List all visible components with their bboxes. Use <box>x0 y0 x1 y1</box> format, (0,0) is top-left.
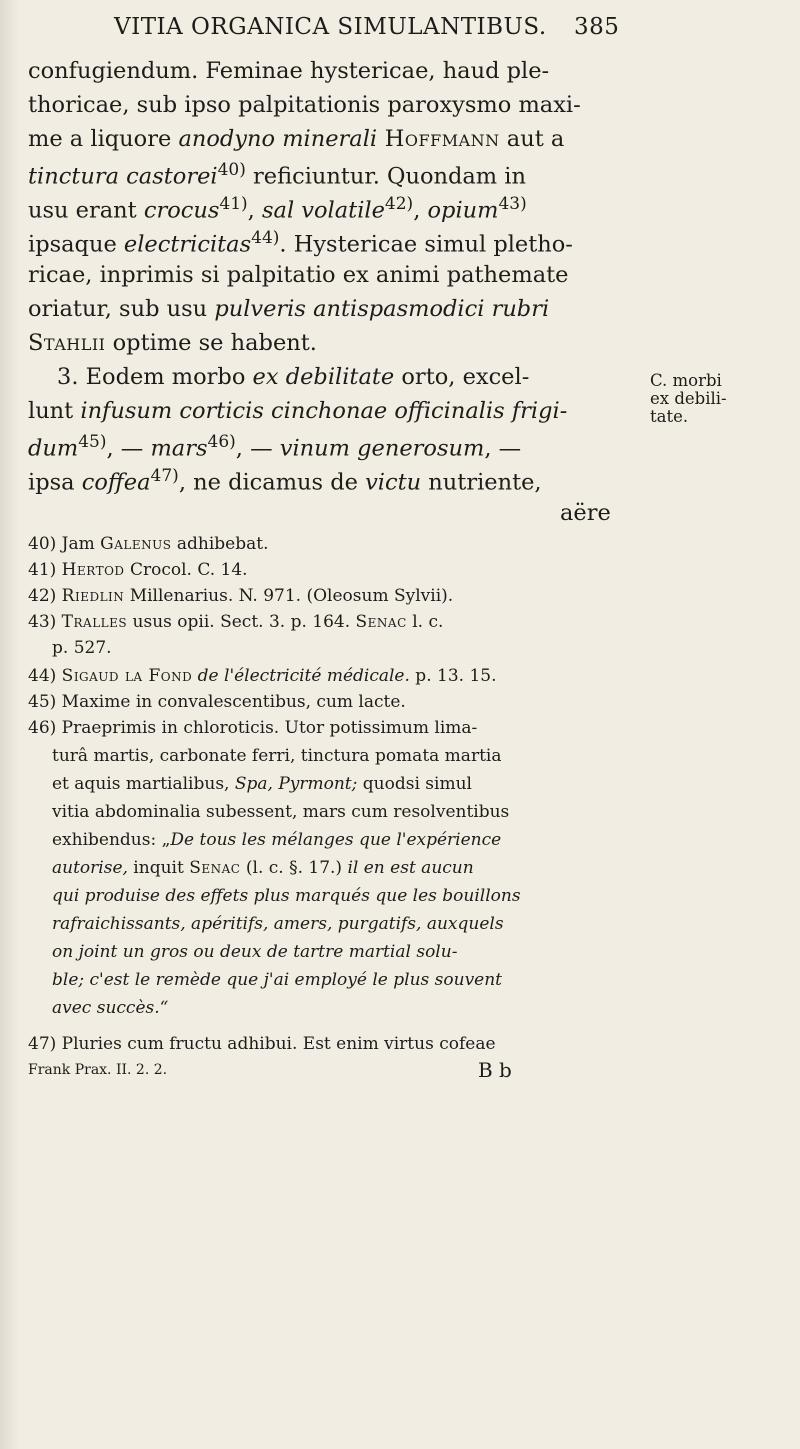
footnote-44: 44) Sigaud la Fond de l'électricité médicale. p. 13. 15. <box>28 666 497 686</box>
footnote-46-line-7: qui produise des effets plus marqués que les bouillons <box>52 886 521 906</box>
page-number: 385 <box>574 14 620 40</box>
footnote-46-line-9: on joint un gros ou deux de tartre martial solu- <box>52 942 458 962</box>
footnote-43-cont: p. 527. <box>52 638 112 658</box>
footnote-46-line-1: 46) Praeprimis in chloroticis. Utor potissimum lima- <box>28 718 478 738</box>
running-title: VITIA ORGANICA SIMULANTIBUS. <box>114 14 547 40</box>
footnote-41: 41) Hertod Crocol. C. 14. <box>28 560 248 580</box>
margin-note-line-3: tate. <box>650 407 689 426</box>
body-line-5: usu erant crocus$^{41)}$, sal volatile$^{42)}$, opium$^{43)}$ <box>28 194 527 224</box>
footnote-40: 40) Jam Galenus adhibebat. <box>28 534 269 554</box>
footnote-46-line-4: vitia abdominalia subessent, mars cum resolventibus <box>52 802 510 822</box>
signature-letters: B b <box>478 1058 512 1082</box>
body-line-9: Stahlii optime se habent. <box>28 330 317 356</box>
catchword: aëre <box>560 500 611 526</box>
footnote-46-line-11: avec succès.“ <box>52 998 169 1018</box>
body-line-2: thoricae, sub ipso palpitationis paroxysmo maxi- <box>28 92 581 118</box>
signature-mark: Frank Prax. II. 2. 2. <box>28 1062 168 1078</box>
margin-note-line-1: C. morbi <box>650 371 722 390</box>
margin-note-line-2: ex debili- <box>650 389 727 408</box>
body-line-6: ipsaque electricitas$^{44)}$. Hystericae simul pletho- <box>28 228 573 258</box>
footnote-46-line-5: exhibendus: „De tous les mélanges que l'expérience <box>52 830 502 850</box>
body-line-7: ricae, inprimis si palpitatio ex animi pathemate <box>28 262 569 288</box>
footnote-46-line-10: ble; c'est le remède que j'ai employé le plus souvent <box>52 970 503 990</box>
footnote-43: 43) Tralles usus opii. Sect. 3. p. 164. Senac l. c. <box>28 612 444 632</box>
body-line-4: tinctura castorei$^{40)}$ reficiuntur. Quondam in <box>28 160 526 190</box>
body-line-12: dum$^{45)}$, — mars$^{46)}$, — vinum generosum, — <box>28 432 522 462</box>
body-line-10: 3. Eodem morbo ex debilitate orto, excel- <box>57 364 530 390</box>
footnote-42: 42) Riedlin Millenarius. N. 971. (Oleosum Sylvii). <box>28 586 454 606</box>
footnote-45: 45) Maxime in convalescentibus, cum lacte. <box>28 692 406 712</box>
body-line-1: confugiendum. Feminae hystericae, haud ple- <box>28 58 550 84</box>
page-binding-shadow <box>0 0 20 1449</box>
footnote-46-line-6: autorise, inquit Senac (l. c. §. 17.) il en est aucun <box>52 858 474 878</box>
footnote-46-line-8: rafraichissants, apéritifs, amers, purgatifs, auxquels <box>52 914 504 934</box>
footnote-46-line-2: turâ martis, carbonate ferri, tinctura pomata martia <box>52 746 502 766</box>
footnote-46-line-3: et aquis martialibus, Spa, Pyrmont; quodsi simul <box>52 774 472 794</box>
body-line-3: me a liquore anodyno minerali Hoffmann aut a <box>28 126 565 152</box>
body-line-11: lunt infusum corticis cinchonae officinalis frigi- <box>28 398 568 424</box>
body-line-8: oriatur, sub usu pulveris antispasmodici rubri <box>28 296 550 322</box>
footnote-47: 47) Pluries cum fructu adhibui. Est enim virtus cofeae <box>28 1034 496 1054</box>
body-line-13: ipsa coffea$^{47)}$, ne dicamus de victu nutriente, <box>28 466 542 496</box>
